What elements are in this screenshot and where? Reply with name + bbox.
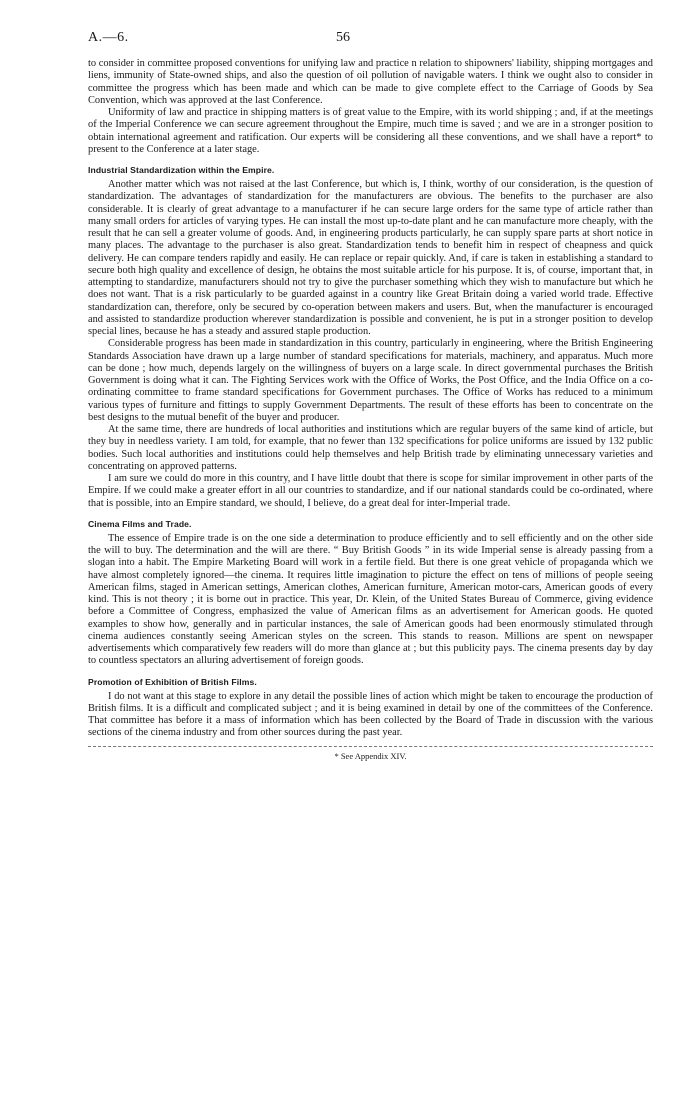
section-heading-standardization: Industrial Standardization within the Empire.: [88, 165, 275, 175]
paragraph-standardization-1: Another matter which was not raised at the last Conference, but which is, I think, worthy of our consideration, is the question of standardization. The advantages of standardization for the manufacturers are obvious. The benefits to the purchaser are also considerable. It is clearly of great advantage to a manufacturer if he can secure large orders for the same type of article rather than many small orders for articles of varying types. He can install the most up-to-date plant and he can manufacture more cheaply, with the result that he can sell a greater volume of goods. And, in engineering products particularly, he can supply spare parts at short notice in many places. The advantage to the purchaser is also great. Standardization tends to benefit him in respect of cheapness and quick delivery. He can compare tenders rapidly and easily. He can replace or repair quickly. And, if care is taken in establishing a standard to secure both high quality and excellence of design, he obtains the most suitable article for his purpose. It is, of course, important that, in attempting to standardize, manufacturers should not try to give the purchaser something which they wish to manufacture but which he does not want. That is a risk particularly to be guarded against in a country like Great Britain doing a varied world trade. Effective standardization can, therefore, only be secured by co-operation between makers and users. But, when the manufacturer is encouraged and assisted to standardize production wherever standardization is possible and convenient, he is put in a stronger position to develop special lines, because he has a steady and assured staple production.: [88, 179, 653, 337]
footnote: * See Appendix XIV.: [334, 750, 407, 761]
paragraph-intro-2: Uniformity of law and practice in shipping matters is of great value to the Empire, with its world shipping ; and, if at the meetings of the Imperial Conference we can secure agreement throughout the Empire, much time is saved ; and we are in a stronger position to obtain international agreement and ratification. Our experts will be considering all these conventions, and we shall have a report* to present to the Conference at a later stage.: [88, 107, 653, 155]
document-reference: A.—6.: [88, 30, 129, 45]
paragraph-standardization-3: At the same time, there are hundreds of local authorities and institutions which are regular buyers of the same kind of article, but they buy in needless variety. I am told, for example, that no fewer than 132 specifications for police uniforms are issued by 132 public bodies. Such local authorities and institutions could help themselves and help British trade by eliminating unnecessary varieties and concentrating on approved patterns.: [88, 424, 653, 472]
paragraph-standardization-4: I am sure we could do more in this country, and I have little doubt that there is scope for similar improvement in other parts of the Empire. If we could make a greater effort in all our countries to standardize, and if our national standards could be co-ordinated, where that is possible, into an Empire standard, we should, I believe, do a great deal for inter-Imperial trade.: [88, 473, 653, 509]
paragraph-standardization-2: Considerable progress has been made in standardization in this country, particularly in engineering, where the British Engineering Standards Association have drawn up a large number of standard specifications for materials, machinery, and apparatus. Much more can be done ; how much, depends largely on the willingness of buyers on a large scale. In direct governmental purchases the British Government is doing what it can. The Fighting Services work with the Office of Works, the Post Office, and the India Office on a co-ordinating committee to frame standard specifications for Government purchases. The Office of Works has reduced to a minimum various types of furniture and fittings to supply Government Departments. The result of these efforts has been to concentrate on the best designs to the mutual benefit of the buyer and producer.: [88, 338, 653, 423]
section-heading-promotion: Promotion of Exhibition of British Films.: [88, 676, 257, 687]
page-number: 56: [336, 30, 350, 45]
document-page: [88, 30, 653, 762]
section-heading-cinema: Cinema Films and Trade.: [88, 518, 192, 529]
footnote-divider: [88, 746, 653, 747]
paragraph-cinema-1: The essence of Empire trade is on the one side a determination to produce efficiently and to sell efficiently and on the other side the will to buy. The determination and the will are there. “ Buy British Goods ” in its wide Imperial sense is already passing from a slogan into a habit. The Empire Marketing Board will work in a fertile field. But there is one great vehicle of propaganda which we have almost completely ignored—the cinema. It requires little imagination to picture the effect on tens of millions of people seeing American films, staged in American settings, American clothes, American furniture, American motor-cars, American goods of every kind. This is not theory ; it is borne out in practice. This year, Dr. Klein, of the United States Bureau of Commerce, giving evidence before a Committee of Congress, emphasized the value of American films as an advertisement for American goods. He quoted examples to show how, generally and in particular instances, the sale of American goods had been enormously stimulated through cinema audiences constantly seeing American styles on the screen. This stands to reason. Millions are spent on newspaper advertisements which comparatively few readers will do more than glance at ; but this publicity pays. The cinema presents day by day to countless spectators an alluring advertisement of foreign goods.: [88, 532, 653, 667]
paragraph-intro-1: to consider in committee proposed conventions for unifying law and practice n relation to shipowners' liability, shipping mortgages and liens, immunity of State-owned ships, and also the question of oil pollution of navigable waters. I think we ought also to consider in committee the progress which has been made and which can be made to give complete effect to the Carriage of Goods by Sea Convention, which was approved at the last Conference.: [88, 58, 653, 106]
page-header: [88, 30, 653, 52]
paragraph-promotion-1: I do not want at this stage to explore in any detail the possible lines of action which might be taken to encourage the production of British films. It is a difficult and complicated subject ; and it is being examined in detail by one of the committees of the Conference. That committee has before it a mass of information which has been collected by the Board of Trade in discussion with the various sections of the cinema industry and from other sources during the past year.: [88, 690, 653, 739]
